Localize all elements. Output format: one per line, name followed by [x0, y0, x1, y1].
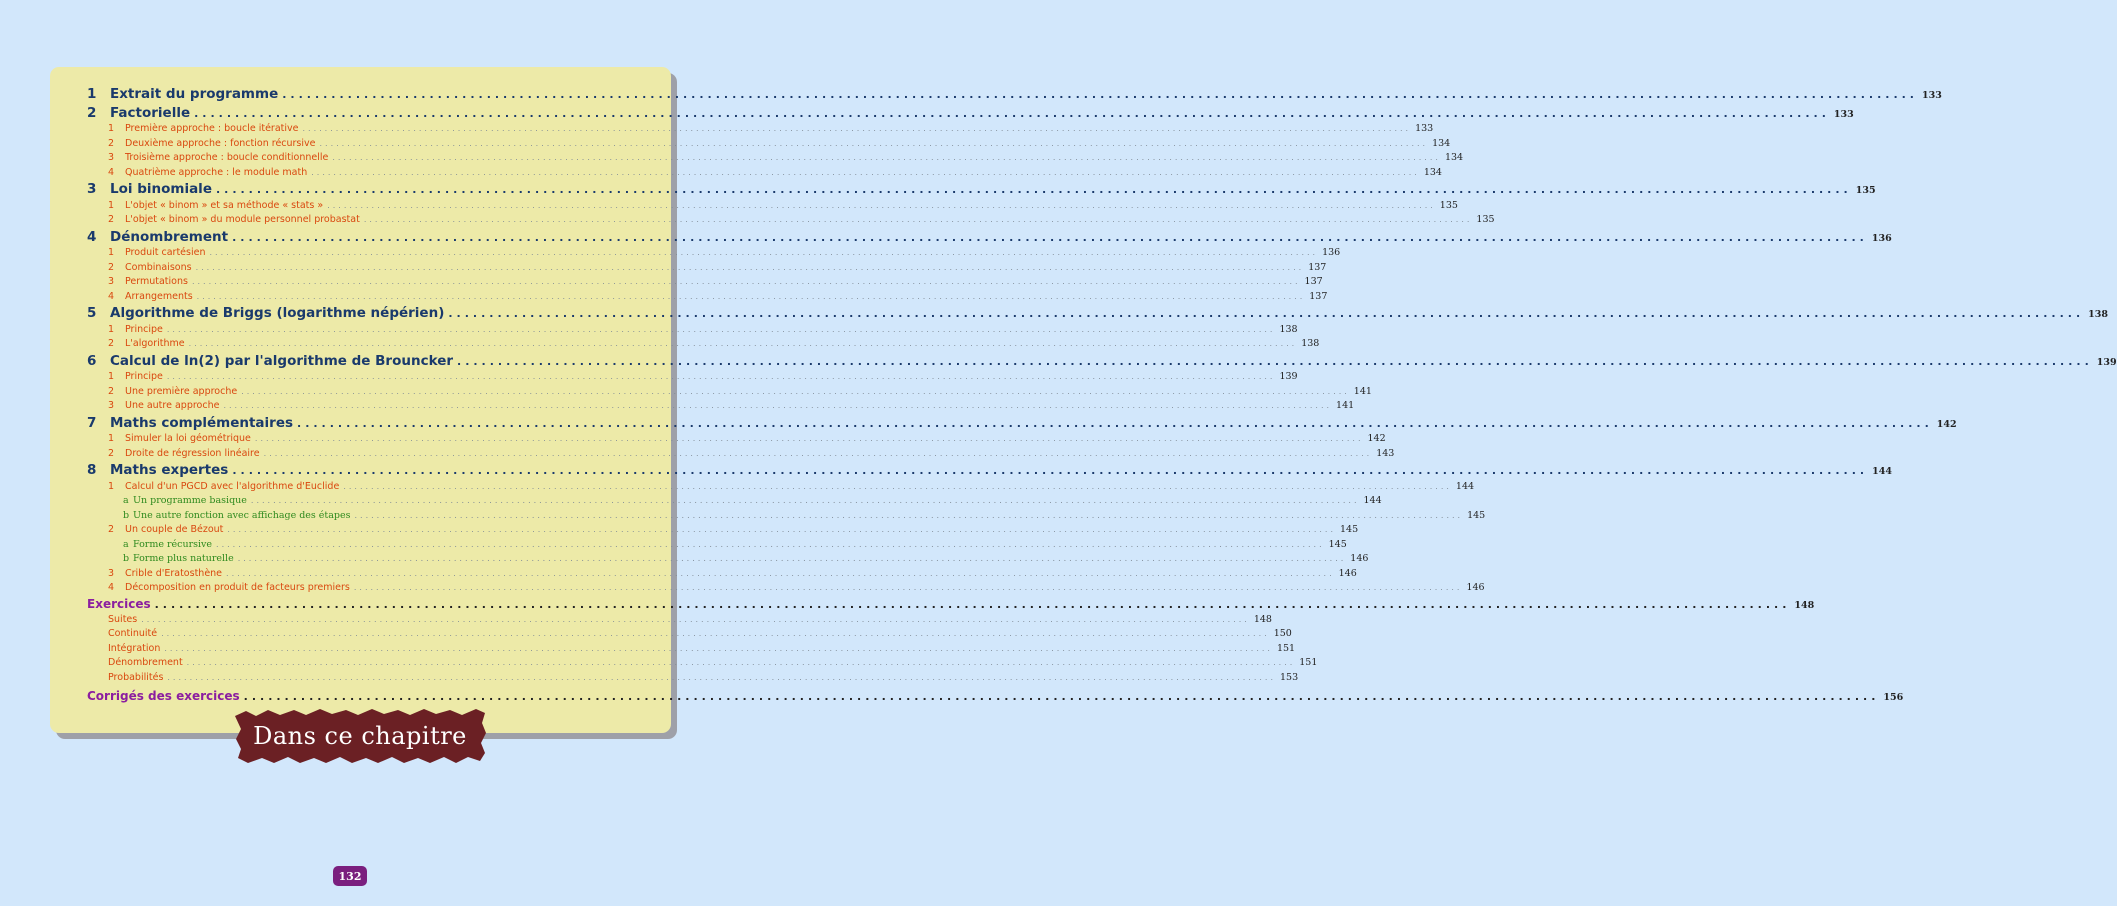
entry-number: 2	[108, 137, 115, 149]
dot-leader: ........................................................................................................................................................................................................	[319, 138, 1429, 148]
entry-number: 3	[108, 152, 115, 163]
entry-page-number: 133	[1921, 90, 1942, 101]
entry-title: Maths complémentaires	[110, 414, 294, 431]
entry-title: Corrigés des exercices	[87, 689, 240, 703]
entry-page-number: 133	[1833, 108, 1854, 120]
entry-number: 1	[108, 247, 115, 258]
dot-leader: ........................................................................................................................................................................................................	[215, 183, 1852, 196]
entry-title: Principe	[125, 323, 163, 335]
entry-title: Algorithme de Briggs (logarithme népérien)	[110, 305, 445, 321]
dot-leader: ........................................................................................................................................................................................................	[254, 434, 1364, 443]
entry-number: 1	[108, 323, 115, 335]
entry-page-number: 151	[1276, 642, 1296, 654]
entry-page-number: 141	[1336, 400, 1355, 411]
dot-leader: ........................................................................................................................................................................................................	[250, 496, 1360, 505]
entry-page-number: 150	[1273, 628, 1292, 639]
entry-title: L'algorithme	[125, 338, 185, 349]
dot-leader: ........................................................................................................................................................................................................	[188, 339, 1298, 348]
dot-leader: ........................................................................................................................................................................................................	[243, 690, 1880, 703]
entry-title: Extrait du programme	[110, 86, 279, 102]
dot-leader: ........................................................................................................................................................................................................	[448, 307, 2085, 320]
toc-subsection[interactable]	[87, 524, 1359, 539]
entry-number: 4	[108, 166, 115, 178]
entry-page-number: 144	[1872, 466, 1892, 477]
entry-title: Intégration	[108, 642, 161, 654]
entry-title: Continuité	[108, 628, 158, 639]
dot-leader: ........................................................................................................................................................................................................	[263, 448, 1373, 458]
entry-number: 2	[108, 214, 115, 225]
entry-title: Probabilités	[108, 671, 164, 683]
entry-number: 2	[108, 524, 115, 535]
entry-page-number: 136	[1322, 247, 1341, 258]
entry-page-number: 148	[1253, 613, 1272, 625]
entry-title: Calcul d'un PGCD avec l'algorithme d'Euclide	[125, 480, 340, 492]
entry-page-number: 144	[1455, 480, 1475, 492]
entry-title: Première approche : boucle itérative	[125, 123, 299, 134]
entry-page-number: 138	[1301, 338, 1320, 349]
toc-section[interactable]	[87, 86, 1942, 105]
entry-title: Produit cartésien	[125, 247, 206, 258]
dot-leader: ........................................................................................................................................................................................................	[154, 597, 1791, 611]
entry-number: 3	[87, 181, 97, 197]
entry-page-number: 135	[1476, 214, 1495, 225]
entry-page-number: 134	[1432, 137, 1451, 149]
entry-number: 4	[108, 582, 115, 593]
entry-number: 6	[87, 352, 97, 369]
entry-page-number: 146	[1338, 567, 1357, 579]
entry-page-number: 133	[1415, 123, 1434, 134]
toc-subsection[interactable]	[87, 480, 1475, 496]
dot-leader: ........................................................................................................................................................................................................	[302, 124, 1412, 133]
dot-leader: ........................................................................................................................................................................................................	[297, 416, 1933, 430]
entry-number: b	[123, 509, 130, 521]
entry-title: Combinaisons	[125, 261, 192, 273]
entry-title: Une première approche	[125, 385, 238, 397]
entry-number: 3	[108, 567, 115, 579]
entry-title: Deuxième approche : fonction récursive	[125, 137, 316, 149]
dot-leader: ........................................................................................................................................................................................................	[282, 88, 1918, 101]
toc-exercises[interactable]	[87, 596, 1815, 614]
entry-number: 5	[87, 305, 97, 321]
entry-title: Permutations	[125, 276, 188, 287]
page-number-badge: 132	[333, 866, 367, 886]
entry-page-number: 136	[1871, 232, 1892, 244]
entry-title: Arrangements	[125, 290, 193, 302]
entry-title: Factorielle	[110, 104, 191, 121]
entry-title: Exercices	[87, 596, 151, 611]
entry-title: L'objet « binom » du module personnel probastat	[125, 214, 360, 225]
entry-page-number: 143	[1376, 447, 1395, 459]
entry-title: Forme récursive	[133, 538, 213, 550]
entry-title: Une autre approche	[125, 400, 220, 411]
entry-page-number: 145	[1467, 509, 1486, 521]
toc-subsection[interactable]	[87, 400, 1355, 415]
entry-title: Un couple de Bézout	[125, 524, 224, 535]
dot-leader: ........................................................................................................................................................................................................	[194, 106, 1830, 120]
entry-page-number: 146	[1466, 582, 1485, 593]
entry-number: 2	[87, 104, 97, 121]
entry-number: 4	[108, 290, 115, 302]
entry-page-number: 137	[1309, 290, 1328, 302]
entry-number: 1	[87, 86, 97, 102]
entry-title: Dénombrement	[108, 657, 183, 668]
entry-page-number: 153	[1279, 671, 1299, 683]
toc-subsubsection[interactable]	[87, 495, 1382, 510]
dot-leader: ........................................................................................................................................................................................................	[332, 153, 1441, 162]
toc-subsection[interactable]	[87, 137, 1451, 153]
dot-leader: ........................................................................................................................................................................................................	[354, 510, 1464, 520]
entry-title: Suites	[108, 613, 138, 625]
entry-title: Principe	[125, 371, 163, 382]
entry-number: 8	[87, 462, 97, 478]
toc-subsection[interactable]	[87, 276, 1323, 291]
entry-page-number: 144	[1363, 495, 1382, 506]
dot-leader: ........................................................................................................................................................................................................	[209, 248, 1319, 257]
toc-section[interactable]	[87, 104, 1854, 124]
entry-title: Forme plus naturelle	[133, 553, 234, 564]
entry-page-number: 135	[1855, 185, 1876, 196]
dot-leader: ........................................................................................................................................................................................................	[167, 672, 1276, 682]
entry-title: Une autre fonction avec affichage des étapes	[133, 509, 351, 521]
entry-number: 3	[108, 400, 115, 411]
entry-page-number: 156	[1883, 692, 1904, 703]
toc-subsection[interactable]	[87, 433, 1386, 448]
entry-title: L'objet « binom » et sa méthode « stats »	[125, 199, 324, 211]
entry-number: a	[123, 538, 129, 550]
dot-leader: ........................................................................................................................................................................................................	[195, 262, 1305, 272]
dot-leader: ........................................................................................................................................................................................................	[232, 464, 1869, 477]
toc-subsection[interactable]	[87, 290, 1328, 306]
entry-number: 2	[108, 385, 115, 397]
entry-page-number: 137	[1308, 261, 1327, 273]
toc-exercise-item[interactable]	[87, 613, 1272, 629]
dot-leader: ........................................................................................................................................................................................................	[232, 230, 1868, 244]
entry-page-number: 145	[1339, 524, 1359, 535]
entry-title: Décomposition en produit de facteurs premiers	[125, 582, 350, 593]
toc-corrections[interactable]	[87, 689, 1904, 708]
dot-leader: ........................................................................................................................................................................................................	[164, 643, 1273, 653]
toc-subsection[interactable]	[87, 338, 1320, 353]
dot-leader: ........................................................................................................................................................................................................	[166, 372, 1276, 381]
entry-page-number: 146	[1350, 553, 1369, 564]
dot-leader: ........................................................................................................................................................................................................	[196, 291, 1306, 301]
entry-page-number: 137	[1304, 276, 1323, 287]
toc-exercise-item[interactable]	[87, 671, 1299, 687]
dot-leader: ........................................................................................................................................................................................................	[216, 539, 1325, 549]
toc-subsection[interactable]	[87, 123, 1434, 138]
entry-number: 1	[108, 371, 115, 382]
toc-section[interactable]	[87, 352, 2117, 372]
entry-page-number: 134	[1423, 166, 1442, 178]
toc-section[interactable]	[87, 462, 1892, 481]
entry-title: Crible d'Eratosthène	[125, 567, 223, 579]
dot-leader: ........................................................................................................................................................................................................	[311, 167, 1420, 177]
dot-leader: ........................................................................................................................................................................................................	[186, 658, 1296, 667]
toc-section[interactable]	[87, 414, 1957, 434]
dot-leader: ........................................................................................................................................................................................................	[327, 200, 1436, 210]
chapter-banner	[232, 707, 488, 765]
toc-subsection[interactable]	[87, 582, 1485, 597]
entry-page-number: 145	[1328, 538, 1347, 550]
dot-leader: ........................................................................................................................................................................................................	[166, 324, 1276, 334]
toc-panel	[50, 67, 2117, 733]
dot-leader: ........................................................................................................................................................................................................	[227, 525, 1336, 534]
dot-leader: ........................................................................................................................................................................................................	[353, 583, 1463, 592]
entry-number: 1	[108, 123, 115, 134]
toc-subsection[interactable]	[87, 166, 1442, 182]
toc-subsection[interactable]	[87, 152, 1464, 167]
entry-page-number: 142	[1936, 418, 1957, 430]
toc-subsection[interactable]	[87, 214, 1495, 229]
entry-title: Droite de régression linéaire	[125, 447, 260, 459]
dot-leader: ........................................................................................................................................................................................................	[226, 568, 1335, 578]
dot-leader: ........................................................................................................................................................................................................	[191, 277, 1301, 286]
toc-section[interactable]	[87, 181, 1876, 200]
toc-subsubsection[interactable]	[87, 509, 1486, 525]
entry-title: Dénombrement	[110, 228, 229, 245]
entry-number: 7	[87, 414, 97, 431]
entry-page-number: 141	[1353, 385, 1372, 397]
entry-title: Simuler la loi géométrique	[125, 433, 251, 444]
toc-subsubsection[interactable]	[87, 553, 1369, 568]
toc-exercise-item[interactable]	[87, 657, 1318, 672]
entry-title: Quatrième approche : le module math	[125, 166, 308, 178]
entry-number: 3	[108, 276, 115, 287]
dot-leader: ........................................................................................................................................................................................................	[223, 401, 1333, 410]
entry-number: 1	[108, 480, 115, 492]
entry-number: 2	[108, 338, 115, 349]
dot-leader: ........................................................................................................................................................................................................	[161, 629, 1270, 638]
toc-section[interactable]	[87, 305, 2108, 324]
entry-title: Calcul de ln(2) par l'algorithme de Brouncker	[110, 352, 454, 369]
dot-leader: ........................................................................................................................................................................................................	[363, 215, 1473, 224]
toc-subsection[interactable]	[87, 199, 1458, 215]
entry-number: 1	[108, 199, 115, 211]
dot-leader: ........................................................................................................................................................................................................	[237, 554, 1347, 563]
entry-page-number: 139	[1279, 371, 1298, 382]
entry-number: a	[123, 495, 129, 506]
entry-title: Maths expertes	[110, 462, 229, 478]
entry-page-number: 148	[1794, 599, 1815, 611]
entry-page-number: 142	[1367, 433, 1386, 444]
toc-section[interactable]	[87, 228, 1892, 248]
entry-number: 2	[108, 447, 115, 459]
entry-number: 2	[108, 261, 115, 273]
banner-label: Dans ce chapitre	[253, 722, 467, 750]
toc-subsection[interactable]	[87, 385, 1372, 401]
toc-subsection[interactable]	[87, 247, 1341, 262]
entry-page-number: 138	[2088, 309, 2108, 320]
entry-number: 4	[87, 228, 97, 245]
toc-subsubsection[interactable]	[87, 538, 1347, 554]
toc-subsection[interactable]	[87, 447, 1395, 463]
entry-title: Troisième approche : boucle conditionnelle	[125, 152, 329, 163]
toc-exercise-item[interactable]	[87, 642, 1296, 658]
entry-title: Un programme basique	[133, 495, 247, 506]
table-of-contents	[87, 86, 2117, 708]
entry-page-number: 139	[2096, 356, 2117, 368]
dot-leader: ........................................................................................................................................................................................................	[141, 614, 1250, 624]
toc-subsection[interactable]	[87, 323, 1298, 339]
entry-number: b	[123, 553, 130, 564]
entry-page-number: 134	[1444, 152, 1464, 163]
entry-number: 1	[108, 433, 115, 444]
dot-leader: ........................................................................................................................................................................................................	[241, 386, 1350, 396]
dot-leader: ........................................................................................................................................................................................................	[457, 354, 2093, 368]
toc-exercise-item[interactable]	[87, 628, 1292, 643]
toc-subsection[interactable]	[87, 371, 1298, 386]
entry-page-number: 138	[1279, 323, 1298, 335]
entry-title: Loi binomiale	[110, 181, 212, 197]
toc-subsection[interactable]	[87, 261, 1327, 277]
dot-leader: ........................................................................................................................................................................................................	[343, 481, 1452, 491]
entry-page-number: 151	[1299, 657, 1318, 668]
toc-subsection[interactable]	[87, 567, 1357, 583]
entry-page-number: 135	[1439, 199, 1458, 211]
